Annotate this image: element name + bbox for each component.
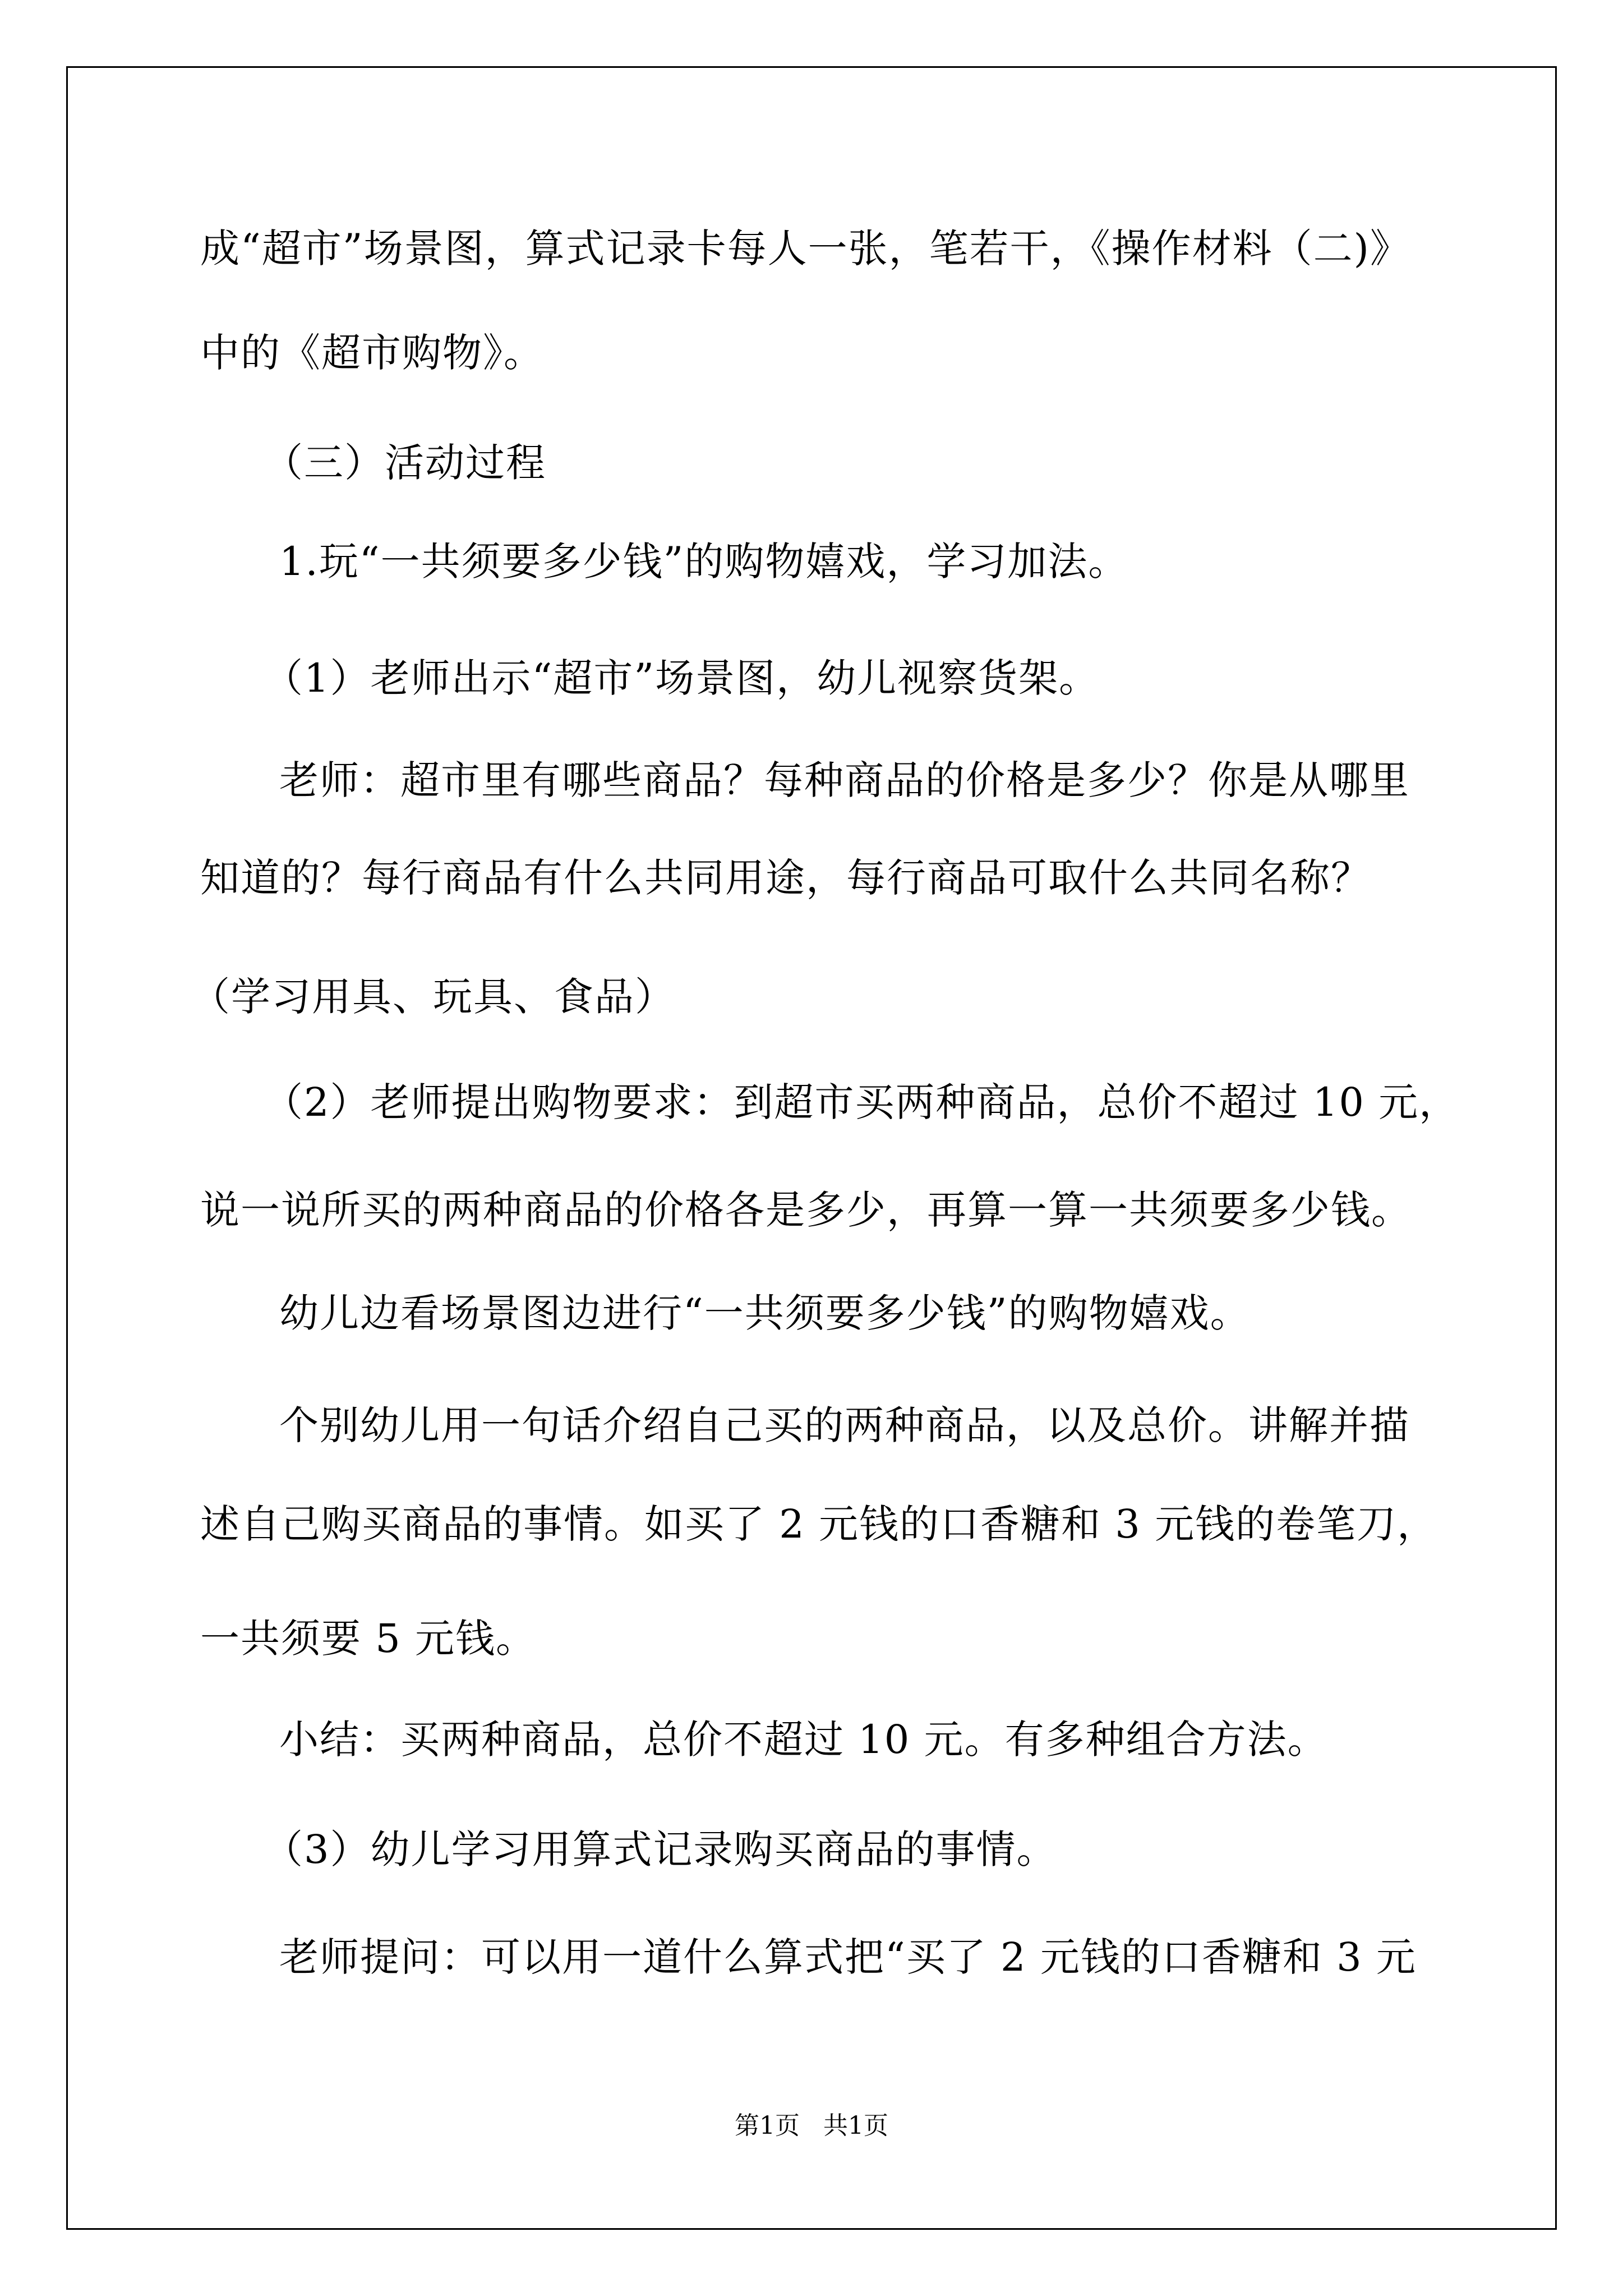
text-line: 老师提问：可以用一道什么算式把“买了 2 元钱的口香糖和 3 元 xyxy=(279,1934,1417,1980)
text-line: 个别幼儿用一句话介绍自己买的两种商品，以及总价。讲解并描 xyxy=(279,1402,1410,1448)
text-line: 一共须要 5 元钱。 xyxy=(200,1616,537,1662)
text-line: 小结：买两种商品，总价不超过 10 元。有多种组合方法。 xyxy=(279,1717,1328,1763)
text-line: 知道的？每行商品有什么共同用途，每行商品可取什么共同名称？ xyxy=(200,855,1371,901)
section-heading: （三）活动过程 xyxy=(264,440,546,486)
text-line: 1.玩“一共须要多少钱”的购物嬉戏，学习加法。 xyxy=(279,539,1129,585)
text-line: 说一说所买的两种商品的价格各是多少，再算一算一共须要多少钱。 xyxy=(200,1187,1412,1233)
text-line: （1）老师出示“超市”场景图，幼儿视察货架。 xyxy=(264,655,1100,701)
page-border xyxy=(66,66,1557,2230)
page-footer: 第1页 共1页 xyxy=(735,2111,888,2140)
text-line: 幼儿边看场景图边进行“一共须要多少钱”的购物嬉戏。 xyxy=(279,1290,1251,1336)
text-line: （学习用具、玩具、食品） xyxy=(191,974,675,1020)
text-line: 中的《超市购物》。 xyxy=(200,330,544,376)
text-line: （3）幼儿学习用算式记录购买商品的事情。 xyxy=(264,1826,1057,1872)
text-line: （2）老师提出购物要求：到超市买两种商品，总价不超过 10 元， xyxy=(264,1079,1460,1125)
text-line: 述自己购买商品的事情。如买了 2 元钱的口香糖和 3 元钱的卷笔刀， xyxy=(200,1501,1438,1547)
text-line: 成“超市”场景图，算式记录卡每人一张，笔若干，《操作材料（二)》 xyxy=(200,226,1410,272)
text-line: 老师：超市里有哪些商品？每种商品的价格是多少？你是从哪里 xyxy=(279,757,1410,803)
